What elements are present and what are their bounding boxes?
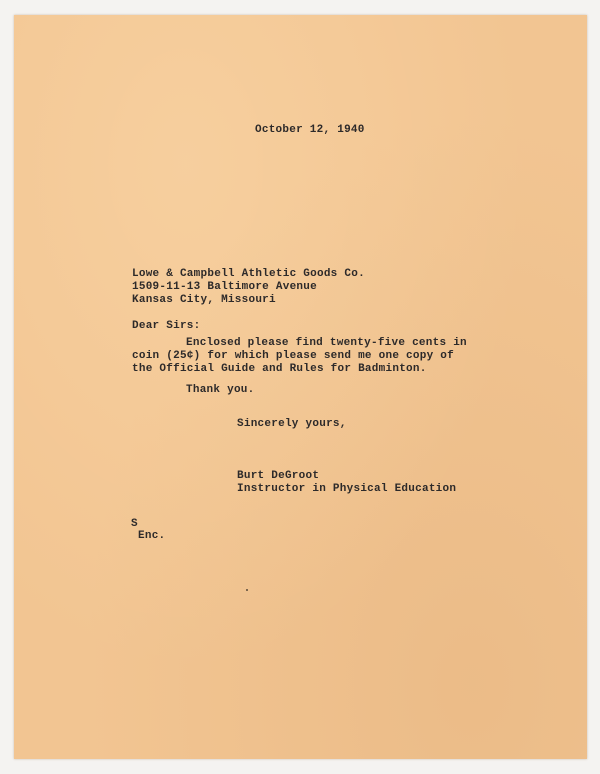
salutation: Dear Sirs:	[132, 320, 201, 332]
paper-speck	[246, 589, 248, 591]
recipient-company: Lowe & Campbell Athletic Goods Co.	[132, 268, 365, 280]
signature-title: Instructor in Physical Education	[237, 483, 457, 495]
letter-page	[14, 15, 587, 759]
body-line-1: Enclosed please find twenty-five cents in	[186, 337, 467, 349]
signature-name: Burt DeGroot	[237, 470, 320, 482]
enclosure-note: Enc.	[138, 530, 166, 542]
body-line-2: coin (25¢) for which please send me one copy of	[132, 350, 455, 362]
body-line-3: the Official Guide and Rules for Badminton.	[132, 363, 427, 375]
recipient-city: Kansas City, Missouri	[132, 294, 276, 306]
letter-date: October 12, 1940	[255, 124, 365, 136]
closing: Sincerely yours,	[237, 418, 347, 430]
thanks-line: Thank you.	[186, 384, 255, 396]
recipient-street: 1509-11-13 Baltimore Avenue	[132, 281, 317, 293]
typist-initials: S	[131, 518, 138, 530]
